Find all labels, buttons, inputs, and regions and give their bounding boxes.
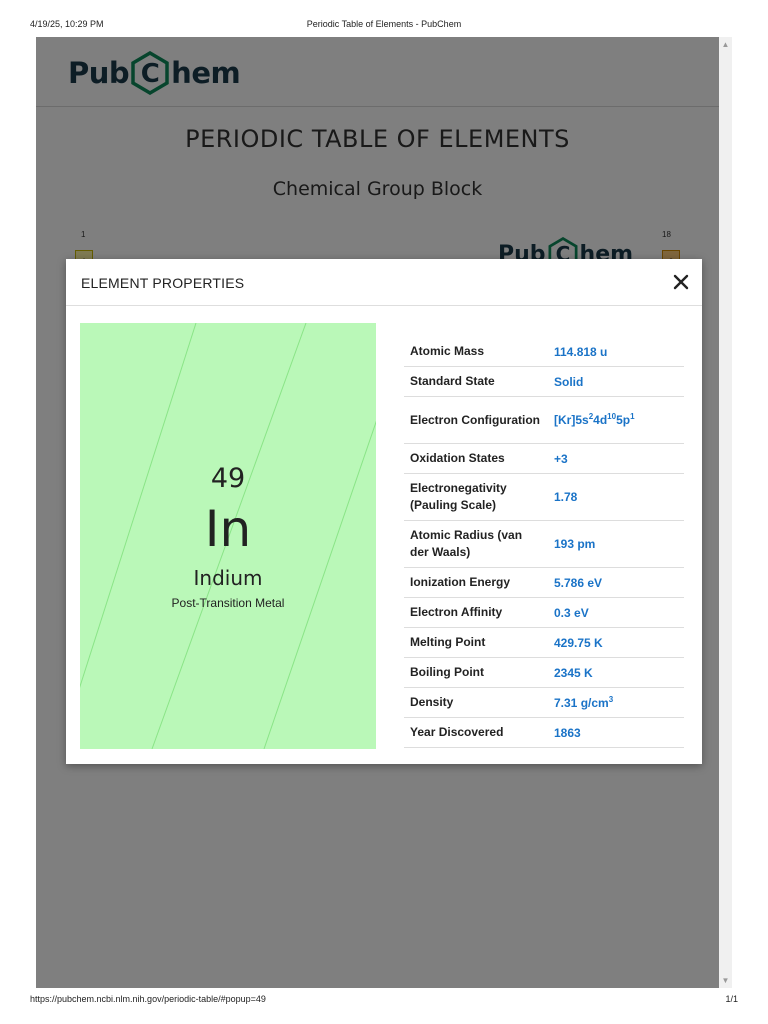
table-row — [404, 337, 684, 367]
scrollbar[interactable] — [719, 37, 732, 988]
table-row — [404, 688, 684, 718]
property-value — [548, 397, 684, 444]
table-row — [404, 628, 684, 658]
property-label: Year Discovered — [404, 718, 548, 748]
property-value: 5.786 eV — [548, 568, 684, 598]
property-label: Electronegativity (Pauling Scale) — [404, 474, 548, 521]
property-label: Density — [404, 688, 548, 718]
property-label: Atomic Mass — [404, 337, 548, 367]
table-row — [404, 521, 684, 568]
property-value: 1.78 — [548, 474, 684, 521]
print-date: 4/19/25, 10:29 PM — [30, 19, 104, 29]
print-page-number: 1/1 — [725, 994, 738, 1004]
element-tile — [80, 323, 376, 749]
print-title: Periodic Table of Elements - PubChem — [306, 19, 462, 29]
property-value: 114.818 u — [548, 337, 684, 367]
property-label: Boiling Point — [404, 658, 548, 688]
element-symbol: In — [204, 500, 252, 558]
property-label: Electron Affinity — [404, 598, 548, 628]
table-row — [404, 658, 684, 688]
element-group: Post-Transition Metal — [171, 596, 285, 610]
property-label: Ionization Energy — [404, 568, 548, 598]
property-value: 193 pm — [548, 521, 684, 568]
print-footer — [0, 988, 768, 1024]
table-row — [404, 397, 684, 444]
table-row — [404, 718, 684, 748]
econfig-sup-1: 2 — [588, 412, 594, 421]
property-value: 0.3 eV — [548, 598, 684, 628]
property-label: Electron Configuration — [404, 397, 548, 444]
property-value: Solid — [548, 367, 684, 397]
element-name: Indium — [193, 566, 263, 590]
econfig-base: [Kr]5s — [554, 413, 589, 427]
property-label: Oxidation States — [404, 444, 548, 474]
property-label: Standard State — [404, 367, 548, 397]
econfig-sup-2: 10 — [607, 412, 617, 421]
table-row — [404, 444, 684, 474]
print-header — [0, 0, 768, 37]
property-label: Melting Point — [404, 628, 548, 658]
property-value: 1863 — [548, 718, 684, 748]
scroll-down-icon[interactable]: ▼ — [721, 976, 730, 985]
properties-table — [404, 337, 684, 748]
element-properties-modal — [66, 259, 702, 764]
modal-title: ELEMENT PROPERTIES — [81, 275, 245, 291]
property-value — [548, 688, 684, 718]
modal-header — [66, 259, 702, 306]
atomic-number: 49 — [210, 463, 246, 494]
econfig-mid-2: 5p — [616, 413, 631, 427]
econfig-mid-1: 4d — [593, 413, 608, 427]
table-row — [404, 474, 684, 521]
property-value: +3 — [548, 444, 684, 474]
table-row — [404, 568, 684, 598]
density-base: 7.31 g/cm — [554, 695, 609, 710]
property-value: 429.75 K — [548, 628, 684, 658]
scroll-up-icon[interactable]: ▲ — [721, 40, 730, 49]
property-value: 2345 K — [548, 658, 684, 688]
print-url: https://pubchem.ncbi.nlm.nih.gov/periodic-table/#popup=49 — [30, 994, 266, 1004]
table-row — [404, 367, 684, 397]
table-row — [404, 598, 684, 628]
property-label: Atomic Radius (van der Waals) — [404, 521, 548, 568]
econfig-sup-3: 1 — [630, 412, 635, 421]
close-icon[interactable] — [670, 271, 692, 293]
density-sup: 3 — [608, 694, 614, 704]
